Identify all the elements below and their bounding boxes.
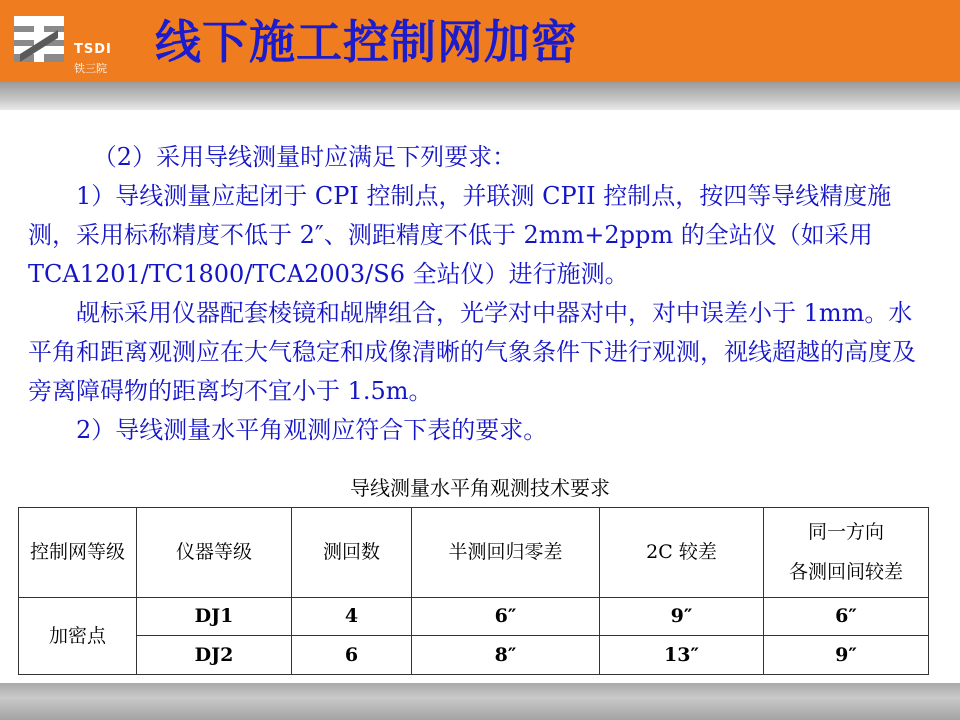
footer-bar <box>0 683 960 720</box>
col-header: 测回数 <box>292 508 412 598</box>
requirements-heading: （2）采用导线测量时应满足下列要求： <box>92 143 517 171</box>
paragraph-3: 2）导线测量水平角观测应符合下表的要求。 <box>76 416 548 444</box>
table-cell: 4 <box>292 597 412 636</box>
col-header: 2C 较差 <box>600 508 764 598</box>
body-text <box>28 138 928 450</box>
table-row <box>19 636 929 675</box>
table-cell: 6″ <box>412 597 600 636</box>
col-header: 半测回归零差 <box>412 508 600 598</box>
group-label-cell: 加密点 <box>19 597 137 674</box>
col-header: 仪器等级 <box>137 508 292 598</box>
table-row <box>19 597 929 636</box>
page-title: 线下施工控制网加密 <box>155 15 578 69</box>
tsdi-logo <box>10 10 112 75</box>
paragraph-2: 觇标采用仪器配套棱镜和觇牌组合，光学对中器对中，对中误差小于 1mm。水平角和距离观测应在大气稳定和成像清晰的气象条件下进行观测，视线超越的高度及旁离障碍物的距离均不宜小于 1.5m。 <box>28 299 916 405</box>
table-cell: 6 <box>292 636 412 675</box>
table-cell: 9″ <box>764 636 929 675</box>
paragraph-1: 1）导线测量应起闭于 CPI 控制点，并联测 CPII 控制点，按四等导线精度施测，采用标称精度不低于 2″、测距精度不低于 2mm+2ppm 的全站仪（如采用 TCA1201/TC1800/TCA2003/S6 全站仪）进行施测。 <box>28 182 892 288</box>
table-caption: 导线测量水平角观测技术要求 <box>350 476 610 500</box>
table-cell: DJ1 <box>137 597 292 636</box>
table-cell: 13″ <box>600 636 764 675</box>
col-header: 同一方向 各测回间较差 <box>764 508 929 598</box>
spec-table <box>18 507 929 675</box>
table-cell: 9″ <box>600 597 764 636</box>
table-cell: 8″ <box>412 636 600 675</box>
logo-text: TSDI <box>74 42 112 57</box>
table-cell: 6″ <box>764 597 929 636</box>
logo-subtext: 铁三院 <box>74 62 107 75</box>
header-stripe <box>0 82 960 110</box>
table-header-row <box>19 508 929 598</box>
table-cell: DJ2 <box>137 636 292 675</box>
col-header: 控制网等级 <box>19 508 137 598</box>
